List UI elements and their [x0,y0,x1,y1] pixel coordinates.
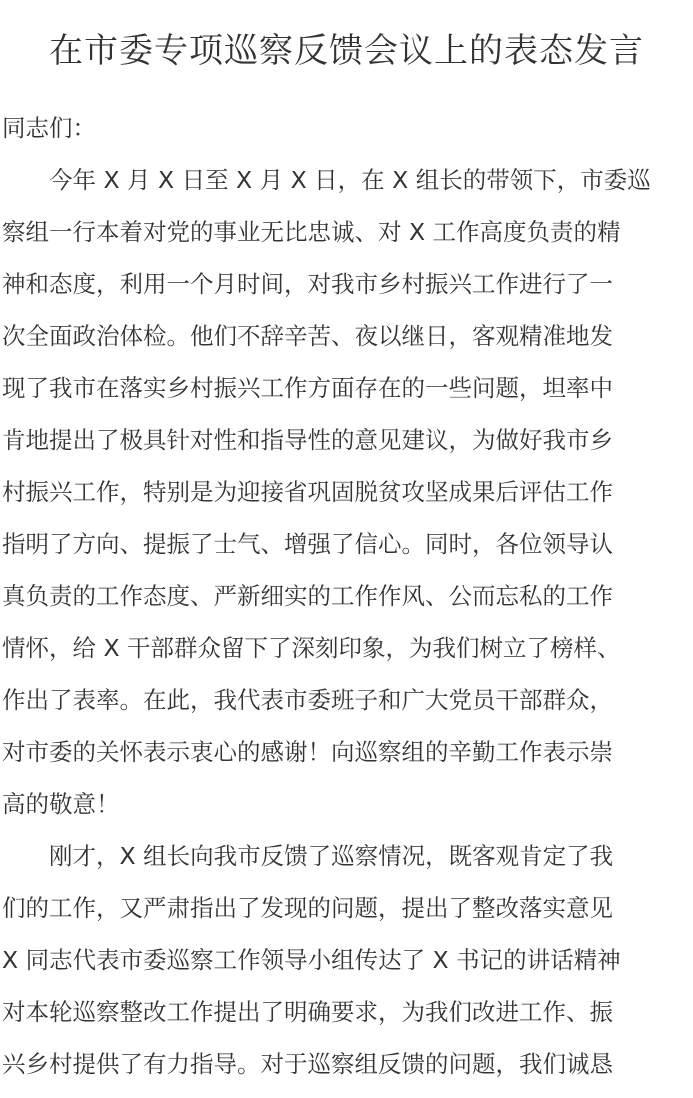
paragraph-2 [2,838,693,1098]
paragraph-line: 指明了方向、提振了士气、增强了信心。同时，各位领导认 [2,530,613,558]
paragraph-line: 作出了表率。在此，我代表市委班子和广大党员干部群众， [2,686,613,714]
paragraph-line: 神和态度，利用一个月时间，对我市乡村振兴工作进行了一 [2,270,613,298]
paragraph-line: 刚才，X 组长向我市反馈了巡察情况，既客观肯定了我 [2,842,614,870]
paragraph-line: 兴乡村提供了有力指导。对于巡察组反馈的问题，我们诚恳 [2,1050,613,1078]
greeting: 同志们： [2,114,96,142]
paragraph-line: 肯地提出了极具针对性和指导性的意见建议，为做好我市乡 [2,426,613,454]
paragraph-line: 们的工作，又严肃指出了发现的问题，提出了整改落实意见 [2,894,613,922]
paragraph-line: 真负责的工作态度、严新细实的工作作风、公而忘私的工作 [2,582,613,610]
paragraph-line: 对本轮巡察整改工作提出了明确要求，为我们改进工作、振 [2,998,613,1026]
paragraph-line: 对市委的关怀表示衷心的感谢！向巡察组的辛勤工作表示崇 [2,738,613,766]
paragraph-line: 现了我市在落实乡村振兴工作方面存在的一些问题，坦率中 [2,374,613,402]
paragraph-1 [2,162,693,838]
paragraph-line: 次全面政治体检。他们不辞辛苦、夜以继日，客观精准地发 [2,322,613,350]
document-title: 在市委专项巡察反馈会议上的表态发言 [49,31,644,71]
paragraph-line: 察组一行本着对党的事业无比忠诚、对 X 工作高度负责的精 [2,218,621,246]
paragraph-line: 高的敬意！ [2,790,120,818]
paragraph-line: X 同志代表市委巡察工作领导小组传达了 X 书记的讲话精神 [2,946,621,974]
paragraph-line: 情怀，给 X 干部群众留下了深刻印象，为我们树立了榜样、 [2,634,621,662]
paragraph-line: 村振兴工作，特别是为迎接省巩固脱贫攻坚成果后评估工作 [2,478,613,506]
paragraph-line: 今年 X 月 X 日至 X 月 X 日，在 X 组长的带领下，市委巡 [2,166,651,194]
